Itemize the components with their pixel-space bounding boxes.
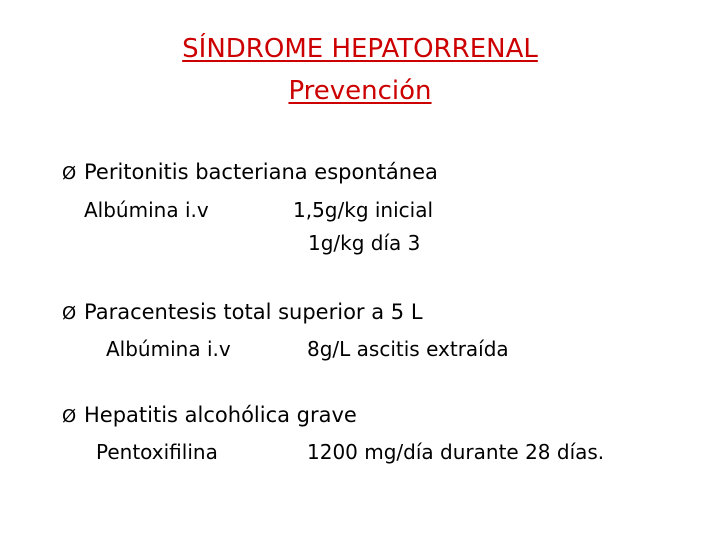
- dose-line: 1,5g/kg inicial: [293, 198, 434, 222]
- section-heading-peritonitis: [62, 160, 438, 184]
- section-heading-text: Paracentesis total superior a 5 L: [84, 300, 423, 324]
- arrow-bullet-icon: Ø: [62, 406, 77, 427]
- drug-name: Pentoxifilina: [96, 440, 218, 464]
- section-heading-paracentesis: [62, 300, 423, 324]
- arrow-bullet-icon: Ø: [62, 163, 77, 184]
- drug-name: Albúmina i.v: [84, 198, 209, 222]
- slide-subtitle: Prevención: [288, 76, 432, 106]
- slide-title: SÍNDROME HEPATORRENAL: [182, 34, 538, 64]
- section-heading-hepatitis: [62, 403, 357, 427]
- drug-name: Albúmina i.v: [106, 337, 231, 361]
- arrow-bullet-icon: Ø: [62, 303, 77, 324]
- dose-line: 8g/L ascitis extraída: [307, 337, 509, 361]
- section-heading-text: Hepatitis alcohólica grave: [84, 403, 357, 427]
- dose-line: 1200 mg/día durante 28 días.: [307, 440, 605, 464]
- section-heading-text: Peritonitis bacteriana espontánea: [84, 160, 438, 184]
- dose-line: 1g/kg día 3: [308, 231, 421, 255]
